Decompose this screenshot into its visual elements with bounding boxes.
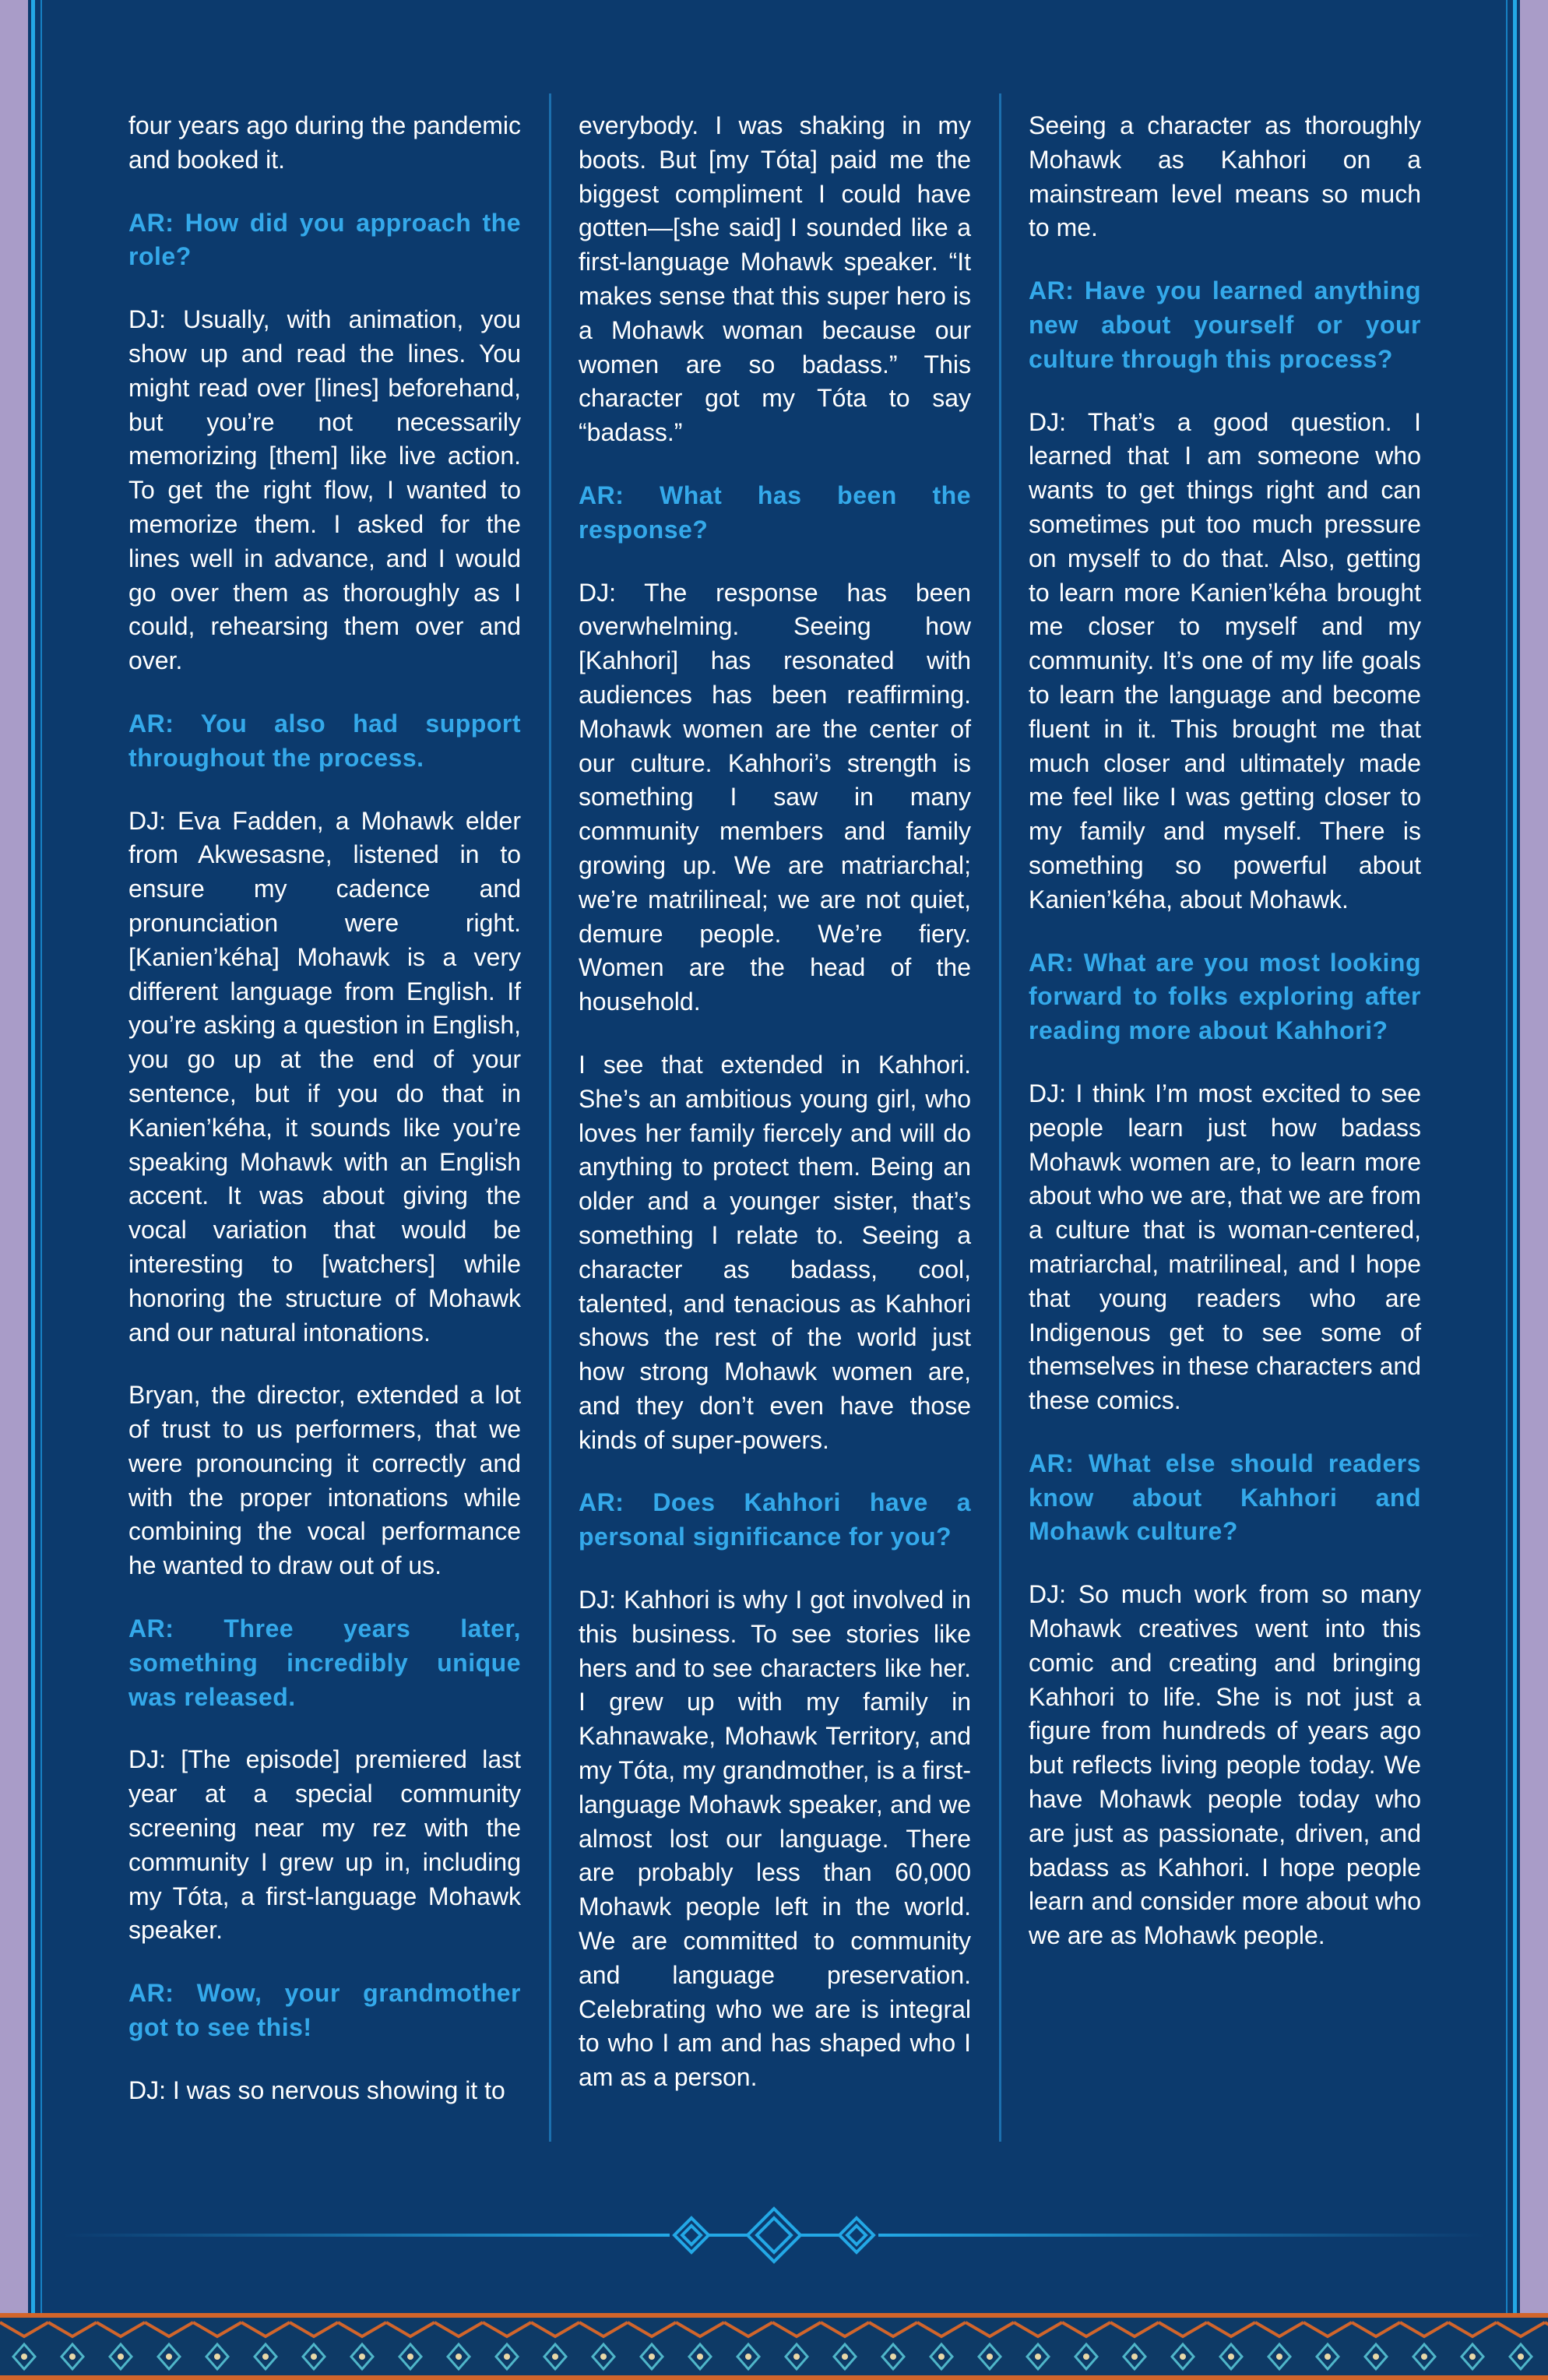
- interview-answer: I see that extended in Kahhori. She’s an ambitious young girl, who loves her family fiercely and will do anything to protect them. Being an older and a younger sister, that’s something I relate to. Seeing a character as badass, cool, talented, and tenacious as Kahhori shows the rest of the world just how strong Mohawk women are, and they don’t even have those kinds of super-powers.: [579, 1050, 971, 1454]
- interview-question: AR: You also had support throughout the process.: [128, 709, 521, 772]
- interview-answer: DJ: So much work from so many Mohawk creatives went into this comic and creating and bringing Kahhori to life. She is not just a figure from hundreds of years ago but reflects living people today. We have Mohawk people today who are just as passionate, driven, and badass as Kahhori. I hope people learn and consider more about who we are as Mohawk people.: [1029, 1580, 1421, 1950]
- interview-answer: DJ: [The episode] premiered last year at a special community screening near my rez with the community I grew up in, including my Tóta, a first-language Mohawk speaker.: [128, 1745, 521, 1945]
- interview-answer: DJ: I was so nervous showing it to: [128, 2075, 505, 2104]
- right-accent-rail-inner: [1506, 0, 1508, 2313]
- column-divider: [549, 93, 551, 2142]
- interview-question: AR: What are you most looking forward to folks exploring after reading more about Kahhori?: [1029, 948, 1421, 1045]
- interview-question: AR: Wow, your grandmother got to see this!: [128, 1979, 521, 2042]
- interview-answer: DJ: I think I’m most excited to see people learn just how badass Mohawk women are, to learn more about who we are, that we are from a culture that is woman-centered, matriarchal, matrilineal, and I hope that young readers who are Indigenous get to see some of themselves in these characters and these comics.: [1029, 1079, 1421, 1415]
- triple-diamond-divider-icon: [62, 2204, 1486, 2266]
- interview-question: AR: What else should readers know about Kahhori and Mohawk culture?: [1029, 1449, 1421, 1546]
- interview-question: AR: Does Kahhori have a personal significance for you?: [579, 1488, 971, 1551]
- column-divider: [999, 93, 1001, 2142]
- article-column-1: [128, 109, 521, 2137]
- article-column-3: [1029, 109, 1421, 1982]
- interview-question: AR: Three years later, something incredibly unique was released.: [128, 1614, 521, 1711]
- interview-question: AR: Have you learned anything new about yourself or your culture through this process?: [1029, 276, 1421, 373]
- interview-answer: DJ: Kahhori is why I got involved in this business. To see stories like hers and to see characters like her. I grew up with my family in Kahnawake, Mohawk Territory, and my Tóta, my grandmother, is a first-language Mohawk speaker, and we almost lost our language. There are probably less than 60,000 Mohawk people left in the world. We are committed to community and language preservation. Celebrating who we are is integral to who I am and has shaped who I am as a person.: [579, 1586, 971, 2092]
- interview-answer: four years ago during the pandemic and booked it.: [128, 111, 521, 174]
- interview-answer: Seeing a character as thoroughly Mohawk as Kahhori on a mainstream level means so much to me.: [1029, 111, 1421, 242]
- interview-answer: DJ: That’s a good question. I learned that I am someone who wants to get things right and can sometimes put too much pressure on myself to do that. Also, getting to learn more Kanien’kéha brought me closer to myself and my community. It’s one of my life goals to learn the language and become fluent in it. This brought me that much closer and ultimately made me feel like I was getting closer to my family and myself. There is something so powerful about Kanien’kéha, about Mohawk.: [1029, 407, 1421, 914]
- geometric-pattern-border-icon: [0, 2313, 1548, 2380]
- right-accent-rail: [1513, 0, 1517, 2313]
- interview-answer: DJ: Usually, with animation, you show up and read the lines. You might read over [lines] beforehand, but you’re not necessarily memorizing [them] like live action. To get the right flow, I wanted to memorize them. I asked for the lines well in advance, and I would go over them as thoroughly as I could, rehearsing them over and over.: [128, 305, 521, 675]
- article-column-2: [579, 109, 971, 2124]
- interview-answer: Bryan, the director, extended a lot of trust to us performers, that we were pronouncing it correctly and with the proper intonations while combining the vocal performance he wanted to draw out of us.: [128, 1381, 521, 1580]
- left-accent-rail-inner: [40, 0, 42, 2313]
- interview-answer: DJ: The response has been overwhelming. Seeing how [Kahhori] has resonated with audiences has been reaffirming. Mohawk women are the center of our culture. Kahhori’s strength is something I saw in many community members and family growing up. We are matriarchal; we’re matrilineal; we are not quiet, demure people. We’re fiery. Women are the head of the household.: [579, 578, 971, 1016]
- interview-question: AR: What has been the response?: [579, 481, 971, 544]
- interview-question: AR: How did you approach the role?: [128, 208, 521, 271]
- interview-answer: everybody. I was shaking in my boots. But [my Tóta] paid me the biggest compliment I could have gotten—[she said] I sounded like a first-language Mohawk speaker. “It makes sense that this super hero is a Mohawk woman because our women are so badass.” This character got my Tóta to say “badass.”: [579, 111, 971, 447]
- interview-answer: DJ: Eva Fadden, a Mohawk elder from Akwesasne, listened in to ensure my cadence and pronunciation were right. [Kanien’kéha] Mohawk is a very different language from English. If you’re asking a question in English, you go up at the end of your sentence, but if you do that in Kanien’kéha, it sounds like you’re speaking Mohawk with an English accent. It was about giving the vocal variation that would be interesting to [watchers] while honoring the structure of Mohawk and our natural intonations.: [128, 806, 521, 1347]
- left-accent-rail: [31, 0, 35, 2313]
